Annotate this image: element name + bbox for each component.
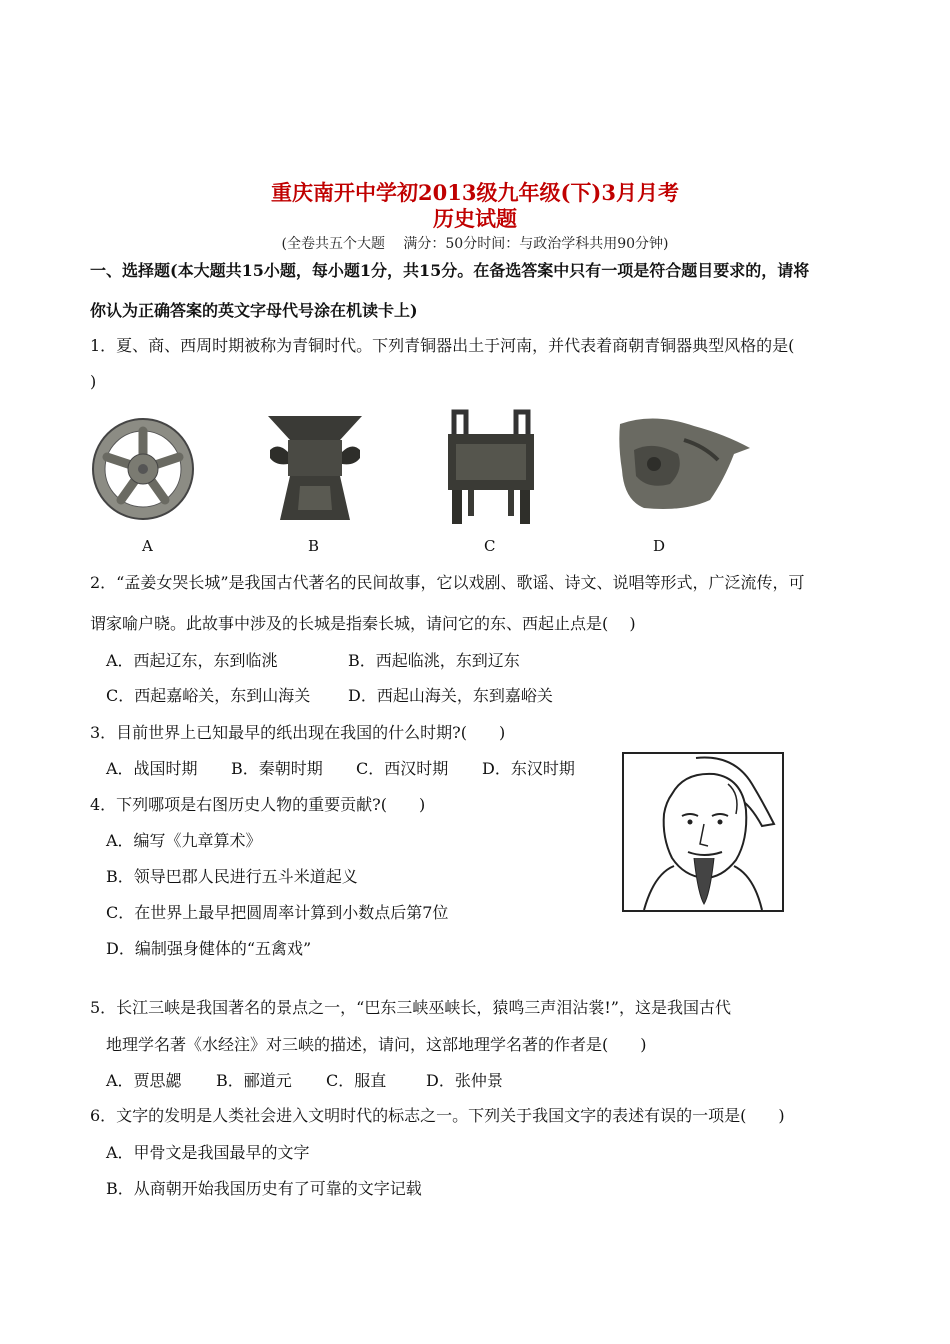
bronze-zun-vessel-image: [260, 410, 370, 525]
question-2-option-b: B．西起临洮，东到辽东: [348, 651, 520, 670]
exam-subject-title: 历史试题: [433, 206, 517, 231]
image-caption-c: C: [484, 537, 496, 555]
section-heading-line2: 你认为正确答案的英文字母代号涂在机读卡上): [90, 301, 418, 320]
question-5-option-b: B．郦道元: [216, 1071, 292, 1090]
figure-sketch: [624, 754, 782, 910]
question-2-option-c: C．西起嘉峪关，东到山海关: [106, 686, 311, 705]
question-5-stem-cont: 地理学名著《水经注》对三峡的描述，请问，这部地理学名著的作者是( ): [106, 1035, 647, 1054]
question-3-stem: 3．目前世界上已知最早的纸出现在我国的什么时期?( ): [90, 723, 506, 742]
question-2-option-a: A．西起辽东，东到临洮: [106, 651, 278, 670]
section-heading-line1: 一、选择题(本大题共15小题，每小题1分，共15分。在备选答案中只有一项是符合题目要求的，请将: [90, 261, 810, 280]
question-5-option-d: D．张仲景: [426, 1071, 503, 1090]
bronze-wheel-image: [88, 414, 198, 524]
question-3-option-d: D．东汉时期: [482, 759, 575, 778]
question-2-stem: 2．“孟姜女哭长城”是我国古代著名的民间故事，它以戏剧、歌谣、诗文、说唱等形式，广泛流传，可: [90, 573, 805, 592]
question-6-option-a: A．甲骨文是我国最早的文字: [106, 1143, 310, 1162]
question-3-option-a: A．战国时期: [106, 759, 198, 778]
question-3-option-b: B．秦朝时期: [231, 759, 323, 778]
question-4-option-c: C．在世界上最早把圆周率计算到小数点后第7位: [106, 903, 449, 922]
question-6-option-b: B．从商朝开始我国历史有了可靠的文字记载: [106, 1179, 422, 1198]
image-caption-a: A: [142, 537, 153, 555]
exam-info: (全卷共五个大题 满分：50分时间：与政治学科共用90分钟): [281, 236, 669, 252]
image-caption-d: D: [653, 537, 666, 555]
question-4-option-b: B．领导巴郡人民进行五斗米道起义: [106, 867, 358, 886]
question-5-option-c: C．服直: [326, 1071, 387, 1090]
question-5-stem: 5．长江三峡是我国著名的景点之一，“巴东三峡巫峡长，猿鸣三声泪沾裳!”，这是我国古代: [90, 998, 731, 1017]
question-1-stem-end: ): [90, 372, 97, 391]
question-2-option-d: D．西起山海关，东到嘉峪关: [348, 686, 553, 705]
exam-title: 重庆南开中学初2013级九年级(下)3月月考: [271, 180, 679, 205]
question-4-stem: 4．下列哪项是右图历史人物的重要贡献?( ): [90, 795, 426, 814]
bronze-ding-vessel-image: [442, 408, 540, 528]
question-3-option-c: C．西汉时期: [356, 759, 449, 778]
question-5-option-a: A．贾思勰: [106, 1071, 182, 1090]
question-1-stem: 1．夏、商、西周时期被称为青铜时代。下列青铜器出土于河南，并代表着商朝青铜器典型风格的是(: [90, 336, 795, 355]
historical-figure-portrait: [622, 752, 784, 912]
question-4-option-a: A．编写《九章算术》: [106, 831, 262, 850]
question-6-stem: 6．文字的发明是人类社会进入文明时代的标志之一。下列关于我国文字的表述有误的一项是( ): [90, 1106, 785, 1125]
bronze-animal-vessel-image: [614, 410, 754, 520]
question-2-stem-cont: 谓家喻户晓。此故事中涉及的长城是指秦长城，请问它的东、西起止点是( ): [90, 614, 636, 633]
question-4-option-d: D．编制强身健体的“五禽戏”: [106, 939, 312, 958]
image-caption-b: B: [308, 537, 320, 555]
